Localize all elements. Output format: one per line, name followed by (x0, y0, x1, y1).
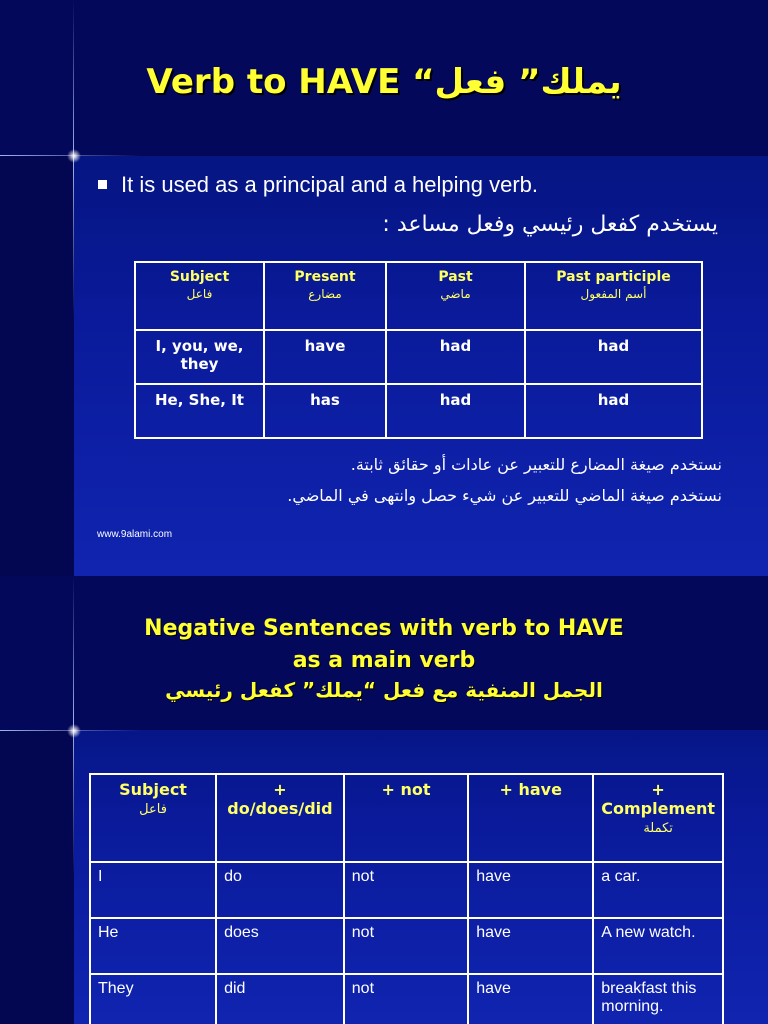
negative-table (89, 773, 724, 1024)
sparkle-icon (67, 724, 81, 738)
table-row (90, 974, 723, 1024)
table-cell: He (90, 918, 216, 974)
header-cell: + Complement تكملة (593, 774, 723, 862)
table-cell: breakfast this morning. (593, 974, 723, 1024)
table-cell: do (216, 862, 344, 918)
table-cell: not (344, 862, 468, 918)
header-cell: Present مضارع (264, 262, 386, 330)
section-title-line2: as a main verb (292, 648, 476, 673)
section-title-arabic: الجمل المنفية مع فعل “يملك” كفعل رئيسي (165, 678, 603, 702)
bullet-square-icon (98, 180, 107, 189)
sparkle-icon (67, 149, 81, 163)
table-row (135, 384, 702, 438)
table-cell: has (264, 384, 386, 438)
section-title: Negative Sentences with verb to HAVE (144, 616, 624, 641)
table-cell: He, She, It (135, 384, 264, 438)
table-cell: had (386, 384, 525, 438)
header-cell: Subject فاعل (90, 774, 216, 862)
page-title: Verb to HAVE “يملك” فعل (146, 62, 622, 102)
table-cell: have (468, 862, 593, 918)
table-cell: A new watch. (593, 918, 723, 974)
header-cell: Past participle أسم المفعول (525, 262, 702, 330)
slide-2 (0, 576, 768, 1024)
conjugation-table (134, 261, 703, 439)
arabic-subtitle: يستخدم كفعل رئيسي وفعل مساعد : (382, 212, 718, 237)
bullet-item (98, 172, 538, 198)
table-cell: I, you, we, they (135, 330, 264, 384)
table-row (135, 330, 702, 384)
header-cell: + do/does/did (216, 774, 344, 862)
table-header-row (135, 262, 702, 330)
table-cell: had (386, 330, 525, 384)
table-cell: have (264, 330, 386, 384)
table-cell: I (90, 862, 216, 918)
table-cell: does (216, 918, 344, 974)
footer-url[interactable]: www.9alami.com (97, 529, 173, 540)
note-past: نستخدم صيغة الماضي للتعبير عن شيء حصل وانتهى في الماضي. (287, 486, 722, 505)
header-cell: Past ماضي (386, 262, 525, 330)
table-cell: have (468, 974, 593, 1024)
table-row (90, 862, 723, 918)
note-present: نستخدم صيغة المضارع للتعبير عن عادات أو حقائق ثابتة. (350, 455, 722, 474)
header-cell: + have (468, 774, 593, 862)
table-cell: a car. (593, 862, 723, 918)
table-cell: not (344, 974, 468, 1024)
table-header-row (90, 774, 723, 862)
bullet-text: It is used as a principal and a helping verb. (121, 172, 539, 197)
header-cell: + not (344, 774, 468, 862)
table-cell: did (216, 974, 344, 1024)
table-cell: had (525, 384, 702, 438)
table-cell: They (90, 974, 216, 1024)
table-cell: have (468, 918, 593, 974)
table-row (90, 918, 723, 974)
table-cell: had (525, 330, 702, 384)
table-cell: not (344, 918, 468, 974)
header-cell: Subject فاعل (135, 262, 264, 330)
